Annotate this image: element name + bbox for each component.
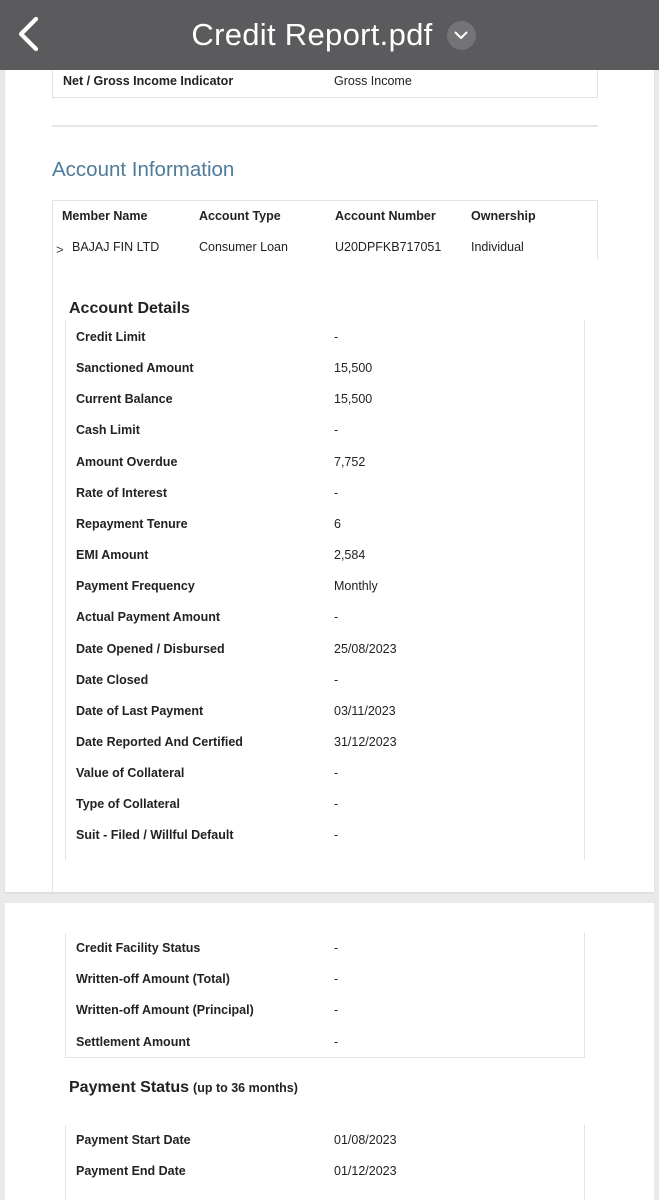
account-details-title: Account Details [69, 300, 190, 317]
detail-row-label: Payment Frequency [76, 579, 195, 594]
payment-status-row-label: Payment Start Date [76, 1133, 191, 1147]
detail-row-value: - [334, 797, 339, 812]
detail-row-value: - [334, 828, 339, 843]
back-button[interactable] [10, 12, 46, 56]
detail-row-label: Value of Collateral [76, 766, 185, 781]
payment-status-row-value: 01/12/2023 [334, 1164, 397, 1178]
income-indicator-value: Gross Income [334, 74, 412, 88]
top-bar [0, 0, 659, 70]
facility-row-label: Written-off Amount (Total) [76, 972, 230, 987]
detail-row-value: 6 [334, 516, 341, 531]
detail-row-value: 31/12/2023 [334, 734, 397, 749]
detail-row-label: Suit - Filed / Willful Default [76, 828, 234, 843]
col-account-type: Account Type [199, 209, 281, 223]
income-indicator-label: Net / Gross Income Indicator [63, 74, 234, 88]
facility-row-label: Credit Facility Status [76, 941, 201, 955]
payment-status-row-value: 01/08/2023 [334, 1133, 397, 1147]
detail-row-value: - [334, 330, 339, 344]
facility-row-value: - [334, 1034, 339, 1049]
expand-row-icon[interactable]: > [56, 242, 64, 257]
facility-row-label: Settlement Amount [76, 1034, 191, 1049]
title-menu-button[interactable] [447, 21, 476, 50]
pdf-page-2[interactable] [5, 903, 654, 1200]
detail-row-label: Type of Collateral [76, 797, 180, 812]
detail-row-label: Date Opened / Disbursed [76, 641, 225, 656]
detail-row-label: Sanctioned Amount [76, 361, 194, 376]
detail-row-value: 25/08/2023 [334, 641, 397, 656]
detail-row-value: 15,500 [334, 392, 373, 407]
payment-status-row-label: Payment End Date [76, 1164, 186, 1178]
detail-row-value: Monthly [334, 579, 378, 594]
pdf-page-1[interactable] [5, 70, 654, 892]
detail-row-value: 2,584 [334, 548, 366, 563]
facility-row-value: - [334, 941, 339, 955]
detail-row-label: Date Reported And Certified [76, 734, 243, 749]
detail-row-value: - [334, 485, 339, 500]
col-ownership: Ownership [471, 209, 536, 223]
payment-status-subtitle: (up to 36 months) [193, 1081, 298, 1095]
detail-row-value: 03/11/2023 [334, 703, 396, 718]
detail-row-value: - [334, 423, 339, 438]
detail-row-value: 15,500 [334, 361, 373, 376]
detail-row-label: Repayment Tenure [76, 516, 188, 531]
detail-row-value: - [334, 610, 339, 625]
chevron-left-icon [16, 16, 40, 52]
facility-row-value: - [334, 1003, 339, 1018]
member-name-value: BAJAJ FIN LTD [72, 240, 160, 254]
detail-row-label: Date Closed [76, 672, 149, 687]
col-member-name: Member Name [62, 209, 148, 223]
ownership-value: Individual [471, 240, 524, 254]
detail-row-value: - [334, 672, 339, 687]
chevron-down-icon [454, 31, 468, 40]
detail-row-label: Date of Last Payment [76, 703, 204, 718]
account-type-value: Consumer Loan [199, 240, 288, 254]
detail-row-label: Amount Overdue [76, 454, 178, 469]
payment-status-heading: Payment Status [69, 1079, 190, 1096]
facility-row-label: Written-off Amount (Principal) [76, 1003, 254, 1018]
account-number-value: U20DPFKB717051 [335, 240, 442, 254]
detail-row-label: Actual Payment Amount [76, 610, 221, 625]
payment-status-title [69, 1079, 298, 1097]
detail-row-value: - [334, 766, 339, 781]
account-information-title: Account Information [52, 158, 235, 181]
section-divider [52, 125, 598, 127]
detail-row-label: Credit Limit [76, 330, 146, 344]
detail-row-label: Cash Limit [76, 423, 140, 438]
detail-row-label: Current Balance [76, 392, 173, 407]
facility-row-value: - [334, 972, 339, 987]
col-account-number: Account Number [335, 209, 436, 223]
detail-row-value: 7,752 [334, 454, 366, 469]
detail-row-label: EMI Amount [76, 548, 149, 563]
document-title: Credit Report.pdf [191, 17, 433, 52]
detail-row-label: Rate of Interest [76, 485, 167, 500]
